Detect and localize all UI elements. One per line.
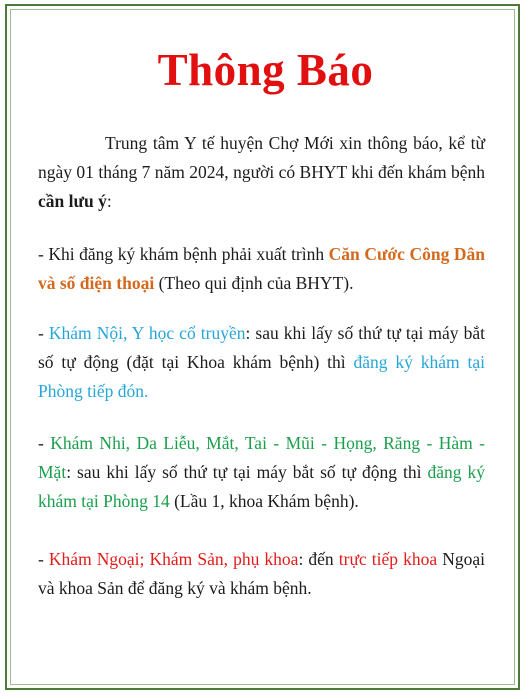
item-id-card	[38, 240, 485, 298]
intro-end: :	[106, 191, 112, 211]
item3-middle: : sau khi lấy số thứ tự tại máy bắt số tự động thì	[66, 462, 428, 482]
item3-label: Khám Nhi, Da Liễu, Mắt, Tai - Mũi - Họng, Răng - Hàm - Mặt	[38, 433, 485, 482]
item1-prefix: - Khi đăng ký khám bệnh phải xuất trình	[38, 244, 329, 264]
item2-label: Khám Nội, Y học cổ truyền	[48, 323, 246, 343]
item4-middle: : đến	[298, 549, 339, 569]
item2-middle: : sau khi lấy số thứ tự tại máy bắt số tự động (đặt tại Khoa khám bệnh) thì	[38, 323, 486, 372]
item-internal-medicine	[38, 319, 485, 406]
intro-emphasis: cần lưu ý	[38, 191, 107, 211]
item-specialty-clinics	[38, 429, 485, 516]
item1-highlight: Căn Cước Công Dân và số điện thoại	[38, 244, 485, 293]
item3-suffix: (Lầu 1, khoa Khám bệnh).	[169, 491, 359, 511]
item3-highlight: đăng ký khám tại Phòng 14	[38, 462, 485, 511]
intro-paragraph	[38, 129, 485, 216]
item2-dash: -	[38, 323, 49, 343]
item2-highlight: đăng ký khám tại Phòng tiếp đón.	[38, 352, 486, 401]
item-surgery-obstetrics	[38, 545, 485, 603]
item4-dash: -	[38, 549, 49, 569]
intro-text: Trung tâm Y tế huyện Chợ Mới xin thông báo, kể từ ngày 01 tháng 7 năm 2024, người có BHYT khi đến khám bệnh	[38, 133, 485, 182]
item3-dash: -	[38, 433, 51, 453]
item4-suffix: Ngoại và khoa Sản để đăng ký và khám bệnh.	[38, 549, 485, 598]
item1-suffix: (Theo qui định của BHYT).	[154, 273, 354, 293]
page-title: Thông Báo	[157, 45, 374, 95]
item4-highlight: trực tiếp khoa	[338, 549, 438, 569]
item4-label: Khám Ngoại; Khám Sản, phụ khoa	[48, 549, 299, 569]
